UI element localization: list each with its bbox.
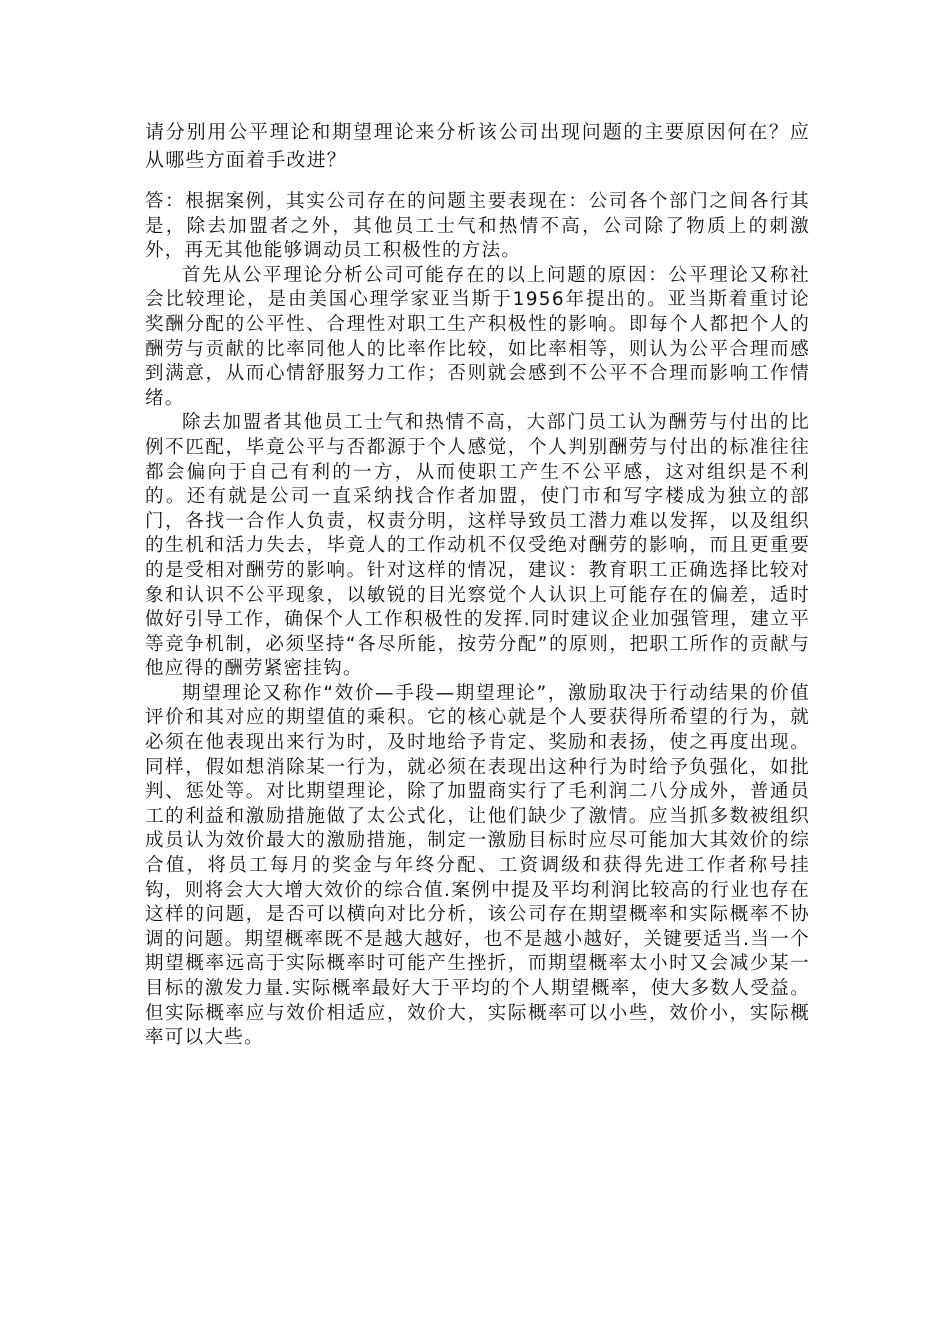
answer-paragraph-expectancy-theory: 期望理论又称作“效价—手段—期望理论”，激励取决于行动结果的价值评价和其对应的期望值的乘积。它的核心就是个人要获得所希望的行为，就必须在他表现出来行为时，及时地给予肯定、奖励和表扬，使之再度出现。同样，假如想消除某一行为，就必须在表现出这种行为时给予负强化，如批判、惩处等。对比期望理论，除了加盟商实行了毛利润二八分成外，普通员工的利益和激励措施做了太公式化，让他们缺少了激情。应当抓多数被组织成员认为效价最大的激励措施，制定一激励目标时应尽可能加大其效价的综合值，将员工每月的奖金与年终分配、工资调级和获得先进工作者称号挂钩，则将会大大增大效价的综合值.案例中提及平均利润比较高的行业也存在这样的问题，是否可以横向对比分析，该公司存在期望概率和实际概率不协调的问题。期望概率既不是越大越好，也不是越小越好，关键要适当.当一个期望概率远高于实际概率时可能产生挫折，而期望概率太小时又会减少某一目标的激发力量.实际概率最好大于平均的个人期望概率，使大多数人受益。但实际概率应与效价相适应，效价大，实际概率可以小些，效价小，实际概率可以大些。: [145, 682, 810, 1049]
answer-paragraph-intro: 答：根据案例，其实公司存在的问题主要表现在：公司各个部门之间各行其是，除去加盟者之外，其他员工士气和热情不高，公司除了物质上的刺激外，再无其他能够调动员工积极性的方法。: [145, 191, 810, 262]
question-text: 请分别用公平理论和期望理论来分析该公司出现问题的主要原因何在？应从哪些方面着手改进？: [145, 121, 810, 171]
document-page: [145, 118, 810, 1051]
answer-paragraph-equity-theory: 首先从公平理论分析公司可能存在的以上问题的原因：公平理论又称社会比较理论，是由美国心理学家亚当斯于1956年提出的。亚当斯着重讨论奖酬分配的公平性、合理性对职工生产积极性的影响。即每个人都把个人的酬劳与贡献的比率同他人的比率作比较，如比率相等，则认为公平合理而感到满意，从而心情舒服努力工作；否则就会感到不公平不合理而影响工作情绪。: [145, 264, 810, 409]
answer-paragraph-equity-analysis: 除去加盟者其他员工士气和热情不高，大部门员工认为酬劳与付出的比例不匹配，毕竟公平与否都源于个人感觉，个人判别酬劳与付出的标准往往都会偏向于自己有利的一方，从而使职工产生不公平感，这对组织是不利的。还有就是公司一直采纳找合作者加盟，使门市和写字楼成为独立的部门，各找一合作人负责，权责分明，这样导致员工潜力难以发挥，以及组织的生机和活力失去，毕竟人的工作动机不仅受绝对酬劳的影响，而且更重要的是受相对酬劳的影响。针对这样的情况，建议：教育职工正确选择比较对象和认识不公平现象，以敏锐的目光察觉个人认识上可能存在的偏差，适时做好引导工作，确保个人工作积极性的发挥.同时建议企业加强管理，建立平等竞争机制，必须坚持“各尽所能，按劳分配”的原则，把职工所作的贡献与他应得的酬劳紧密挂钩。: [145, 412, 810, 680]
answer-block: [145, 190, 810, 1051]
